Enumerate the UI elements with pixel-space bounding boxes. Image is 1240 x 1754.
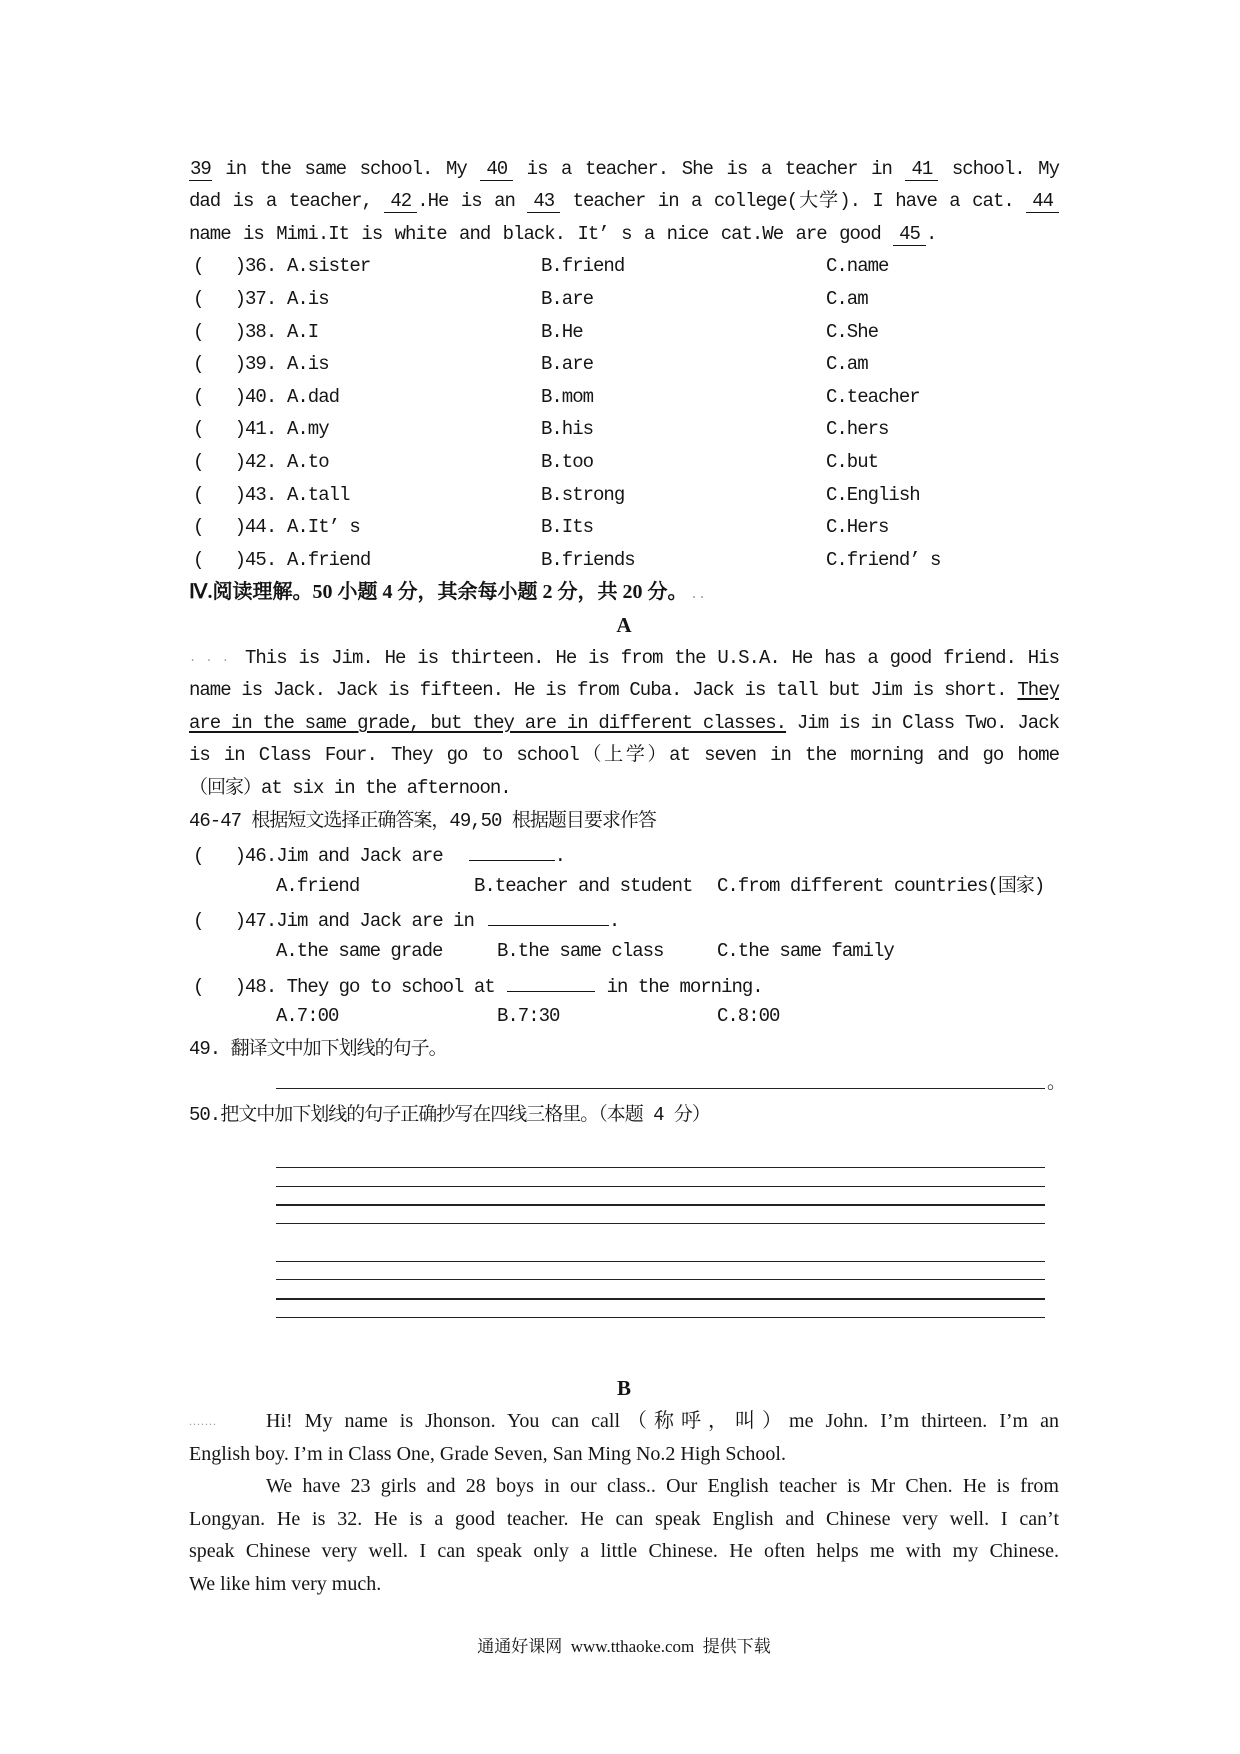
question-number: ( )39. [193,353,277,375]
passage-a-line-4: is in Class Four. They go to school（上学）at seven in the morning and go home [189,744,1059,766]
section-heading [189,577,1059,607]
cloze-line-1 [189,154,1059,184]
passage-text: Jim is in Class Two. Jack [796,712,1060,734]
passage-a-line-2 [189,675,1059,705]
option-row-39 [189,349,1059,379]
option-c: C.friend’ s [826,549,941,571]
option-row-44 [189,512,1059,542]
cloze-text: name is Mimi.It is white and black. It’ s a nice cat.We are good [189,223,881,245]
option-a: A.the same grade [276,940,443,962]
underlined-sentence: are in the same grade, but they are in different classes. [189,712,787,734]
question-47-options [189,936,1059,966]
cloze-line-2 [189,186,1059,216]
passage-a-line-5: （回家）at six in the afternoon. [189,777,511,799]
option-b: B.teacher and student [474,875,693,897]
question-stem: ( )46.Jim and Jack are [193,845,443,867]
option-b: B.are [541,288,594,310]
grid-line [276,1279,1045,1280]
cloze-text: is a teacher. She is a teacher in [526,158,892,180]
question-49: 49. 翻译文中加下划线的句子。 [189,1038,447,1060]
option-b: B.Its [541,516,594,538]
instructions: 46-47 根据短文选择正确答案，49,50 根据题目要求作答 [189,810,656,832]
option-row-45 [189,545,1059,575]
option-a: A.friend [276,875,360,897]
option-c: C.English [826,484,920,506]
question-number: ( )45. [193,549,277,571]
question-end: in the morning. [606,976,763,998]
passage-b-line-5: speak Chinese very well. I can speak only a little Chinese. He often helps me with my Chinese. [189,1540,1059,1562]
passage-text: name is Jack. Jack is fifteen. He is from Cuba. Jack is tall but Jim is short. [189,679,1007,701]
question-46-options [189,871,1059,901]
option-b: B.are [541,353,594,375]
passage-text: This is Jim. He is thirteen. He is from the U.S.A. He has a good friend. His [245,647,1059,669]
grid-baseline [276,1204,1045,1206]
option-b: B.his [541,418,594,440]
option-a: A.my [287,418,329,440]
page-footer: 通通好课网 www.tthaoke.com 提供下载 [477,1637,771,1656]
grid-line [276,1261,1045,1262]
question-50: 50.把文中加下划线的句子正确抄写在四线三格里。（本题 4 分） [189,1104,710,1126]
blank-41: 41 [905,158,938,181]
option-row-40 [189,382,1059,412]
cloze-text: dad is a teacher, [189,190,372,212]
option-a: A.sister [287,255,371,277]
option-row-41 [189,414,1059,444]
option-a: A.friend [287,549,371,571]
option-a: A.It’ s [287,516,360,538]
answer-line [276,1088,1045,1089]
passage-b-line-6: We like him very much. [189,1573,382,1595]
option-b: B.7:30 [497,1005,560,1027]
question-number: ( )38. [193,321,277,343]
passage-b-line-2: English boy. I’m in Class One, Grade Seven, San Ming No.2 High School. [189,1443,786,1465]
option-a: A.is [287,353,329,375]
cloze-line-3 [189,219,1059,249]
answer-line-end: 。 [1047,1072,1066,1094]
option-b: B.He [541,321,583,343]
option-c: C.She [826,321,879,343]
question-number: ( )44. [193,516,277,538]
option-b: B.too [541,451,594,473]
cloze-text: teacher in a college(大学). I have a cat. [572,190,1014,212]
grid-line [276,1186,1045,1187]
question-number: ( )43. [193,484,277,506]
passage-b-line-4: Longyan. He is 32. He is a good teacher. He can speak English and Chinese very well. I can’t [189,1508,1059,1530]
option-a: A.tall [287,484,350,506]
question-stem: ( )47.Jim and Jack are in [193,910,474,932]
option-c: C.8:00 [717,1005,780,1027]
question-48 [189,969,1059,999]
option-b: B.friends [541,549,635,571]
option-b: B.friend [541,255,625,277]
grid-line [276,1167,1045,1168]
answer-blank [469,838,555,861]
option-a: A.to [287,451,329,473]
answer-blank [488,903,609,926]
passage-text: Hi! My name is Jhonson. You can call（称呼，叫）me John. I’m thirteen. I’m an [266,1410,1059,1432]
question-end: . [554,845,566,867]
blank-45: 45 [893,223,926,246]
grid-line [276,1223,1045,1224]
option-a: A.I [287,321,319,343]
passage-a-line-1 [189,643,1059,673]
question-end: . [608,910,620,932]
question-number: ( )40. [193,386,277,408]
option-c: C.from different countries(国家) [717,875,1045,897]
answer-blank [507,969,595,992]
option-c: C.Hers [826,516,889,538]
faint-dots: ....... [189,1414,217,1428]
option-b: B.mom [541,386,594,408]
passage-a-title: A [616,613,632,637]
option-c: C.teacher [826,386,920,408]
question-47 [189,903,1059,933]
option-row-38 [189,317,1059,347]
section-heading-text: Ⅳ.阅读理解。50 小题 4 分，其余每小题 2 分，共 20 分。 [189,581,688,603]
option-a: A.dad [287,386,340,408]
question-stem: ( )48. They go to school at [193,976,495,998]
passage-b-line-3: We have 23 girls and 28 boys in our class.. Our English teacher is Mr Chen. He is from [266,1475,1059,1497]
cloze-text: school. My [951,158,1059,180]
passage-b-line-1 [189,1406,1059,1436]
question-48-options [189,1001,1059,1031]
cloze-text: . [925,223,937,245]
option-b: B.the same class [497,940,664,962]
question-number: ( )37. [193,288,277,310]
passage-a-line-3 [189,708,1059,738]
blank-44: 44 [1026,190,1059,213]
option-c: C.but [826,451,879,473]
option-c: C.the same family [717,940,894,962]
faint-dots: . . [692,587,705,601]
question-number: ( )41. [193,418,277,440]
faint-dots: . . . [189,651,231,665]
option-row-42 [189,447,1059,477]
question-number: ( )36. [193,255,277,277]
option-row-37 [189,284,1059,314]
cloze-text: in the same school. My [225,158,467,180]
blank-43: 43 [527,190,560,213]
option-c: C.name [826,255,889,277]
question-number: ( )42. [193,451,277,473]
option-c: C.am [826,288,868,310]
option-b: B.strong [541,484,625,506]
blank-39: 39 [190,158,211,180]
option-a: A.is [287,288,329,310]
question-46 [189,838,1059,868]
blank-42: 42 [384,190,417,213]
option-row-36 [189,251,1059,281]
option-row-43 [189,480,1059,510]
grid-baseline [276,1298,1045,1300]
cloze-text: .He is an [417,190,515,212]
passage-b-title: B [616,1376,631,1400]
blank-40: 40 [480,158,513,181]
underlined-sentence: They [1017,679,1059,701]
option-c: C.am [826,353,868,375]
option-a: A.7:00 [276,1005,339,1027]
option-c: C.hers [826,418,889,440]
grid-line [276,1317,1045,1318]
